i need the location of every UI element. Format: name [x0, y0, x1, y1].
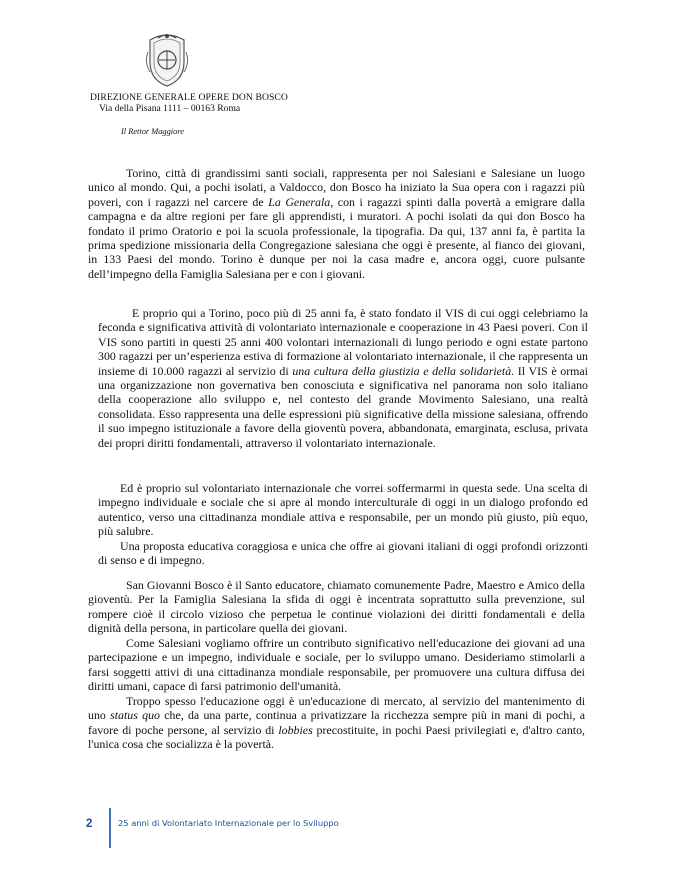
coat-of-arms-seal-icon	[144, 32, 190, 88]
paragraph-volontariato: Ed è proprio sul volontariato internazionale che vorrei soffermarmi in questa sede. Una scelta di impegno individuale e sociale che si apre al mondo interculturale di oggi in un dialogo profondo ed autentico, verso una cittadinanza mondiale attiva e responsabile, per un mondo più giusto, più equo, più salubre.	[98, 481, 588, 539]
paragraph-educazione-mercato: Troppo spesso l'educazione oggi è un'educazione di mercato, al servizio del mantenimento di uno status quo che, da una parte, continua a privatizzare la ricchezza sempre più in mani di pochi, a favore di poche persone, al servizio di lobbies precostituite, in pochi Paesi privilegiati e, d'altro canto, l'unica cosa che socializza è la povertà.	[88, 694, 586, 752]
page-number: 2	[86, 818, 93, 830]
paragraph-torino: Torino, città di grandissimi santi sociali, rappresenta per noi Salesiani e Salesiane un luogo unico al mondo. Qui, a pochi isolati, a Valdocco, don Bosco ha iniziato la Sua opera con i ragazzi più poveri, con i ragazzi nel carcere de La Generala, con i ragazzi spinti dalla povertà a emigrare dalla campagna e da altre regioni per fare gli apprendisti, i muratori. A pochi isolati da qui don Bosco ha fondato il primo Oratorio e poi la scuola professionale, la tipografia. Da qui, 137 anni fa, è partita la prima spedizione missionaria della Congregazione salesiana che oggi è presente, al fianco dei giovani, in 133 Paesi del mondo. Torino è dunque per noi la casa madre e, ancora oggi, cuore pulsante dell’impegno della Famiglia Salesiana per e con i giovani.	[88, 166, 585, 281]
italic-lobbies: lobbies	[278, 722, 313, 737]
organization-address: Via della Pisana 1111 – 00163 Roma	[99, 103, 241, 114]
footer-divider	[109, 808, 111, 848]
italic-status-quo: status quo	[110, 708, 160, 723]
paragraph-salesiani: Come Salesiani vogliamo offrire un contributo significativo nell'educazione dei giovani ad una partecipazione e un impegno, individuale e sociale, per lo sviluppo umano. Desideriamo stimolarli a farsi soggetti attivi di una cittadinanza mondiale responsabile, per promuovere una cultura diffusa dei diritti umani, capace di farsi patrimonio dell'umanità.	[88, 636, 585, 694]
italic-la-generala: La Generala	[268, 194, 331, 209]
organization-header	[90, 92, 288, 114]
organization-name: DIREZIONE GENERALE OPERE DON BOSCO	[90, 92, 288, 103]
paragraph-san-giovanni-bosco: San Giovanni Bosco è il Santo educatore, chiamato comunemente Padre, Maestro e Amico della gioventù. Per la Famiglia Salesiana la sfida di oggi è incentrata soprattutto sulla prevenzione, sul rompere cioè il circolo vizioso che perpetua le continue violazioni dei diritti fondamentali e della dignità della persona, in particolare quella dei giovani.	[88, 578, 585, 636]
paragraph-proposta: Una proposta educativa coraggiosa e unica che offre ai giovani italiani di oggi profondi orizzonti di senso e di impegno.	[98, 539, 588, 568]
footer-title: 25 anni di Volontariato Internazionale per lo Sviluppo	[118, 818, 339, 828]
paragraph-vis: E proprio qui a Torino, poco più di 25 anni fa, è stato fondato il VIS di cui oggi celebriamo la feconda e significativa attività di volontariato internazionale e cooperazione in 43 Paesi poveri. Con il VIS sono partiti in questi 25 anni 400 volontari internazionali di lungo periodo e ogni estate partono 300 ragazzi per un’esperienza estiva di formazione al volontariato internazionale, il che rappresenta un insieme di 10.000 ragazzi al servizio di una cultura della giustizia e della solidarietà. Il VIS è ormai una organizzazione non governativa ben conosciuta e significativa nel panorama non solo italiano della cooperazione allo sviluppo e, nel contesto del grande Movimento Salesiano, una realtà consolidata. Esso rappresenta una delle espressioni più significative della missione salesiana, offrendo il suo impegno istituzionale a favore della gioventù povera, abbandonata, emarginata, esclusa, privata dei propri diritti fondamentali, attraverso il volontariato internazionale.	[98, 306, 588, 450]
author-role: Il Rettor Maggiore	[121, 127, 184, 136]
italic-cultura-giustizia: una cultura della giustizia e della solidarietà	[292, 363, 512, 378]
